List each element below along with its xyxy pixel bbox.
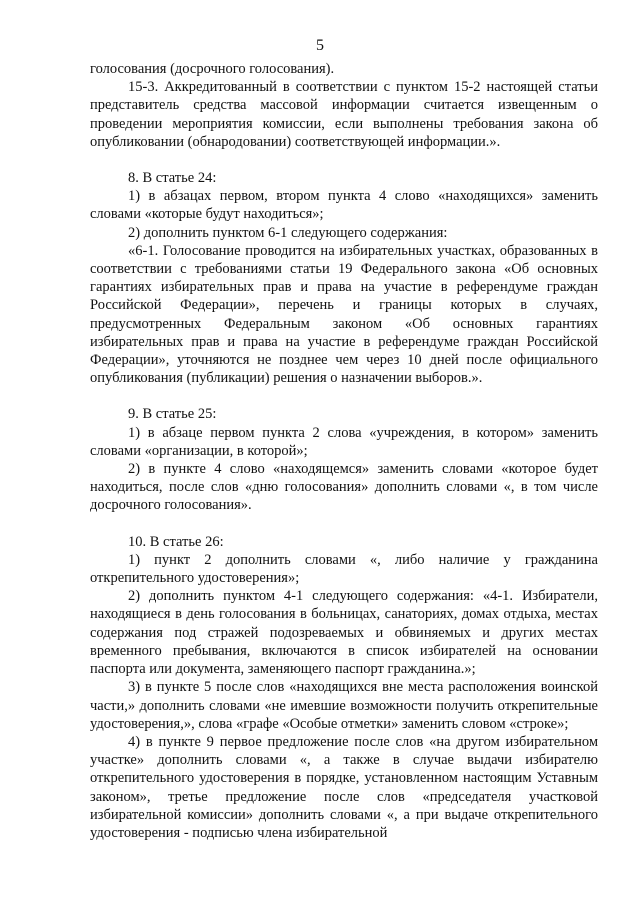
paragraph: 1) в абзацах первом, втором пункта 4 слово «находящихся» заменить словами «которые будут находиться»; [90,188,598,223]
paragraph: голосования (досрочного голосования). [90,61,335,77]
document-body [90,60,598,842]
paragraph: 1) пункт 2 дополнить словами «, либо наличие у гражданина открепительного удостоверения»; [90,551,598,587]
paragraph: 10. В статье 26: [128,533,224,550]
paragraph: 8. В статье 24: [128,170,217,187]
paragraph: 15-3. Аккредитованный в соответствии с пунктом 15-2 настоящей статьи представитель средства массовой информации считается извещенным о проведении мероприятия комиссии, если выполнены требования закона об опубликовании (обнародовании) соответствующей информации.». [90,79,598,150]
paragraph: 4) в пункте 9 первое предложение после слов «на другом избирательном участке» дополнить словами «, а также в случае выдачи избирателю открепительного удостоверения в порядке, установленном настоящим Уставным законом», третье предложение после слов «председателя участковой избирательной комиссии» дополнить словами «, а при выдаче открепительного удостоверения - подписью члена избирательной [90,733,598,841]
page-number: 5 [316,37,324,54]
paragraph: 9. В статье 25: [128,406,217,423]
paragraph: 2) в пункте 4 слово «находящемся» заменить словами «которое будет находиться, после слов «дню голосования» дополнить словами «, в том числе досрочного голосования». [90,461,598,514]
paragraph: 2) дополнить пунктом 6-1 следующего содержания: [128,224,448,241]
paragraph: 2) дополнить пунктом 4-1 следующего содержания: «4-1. Избиратели, находящиеся в день голосования в больницах, санаториях, домах отдыха, местах содержания под стражей подозреваемых и обвиняемых и других местах временного пребывания, включаются в список избирателей на основании паспорта или документа, заменяющего паспорт гражданина.»; [90,588,598,678]
paragraph: 1) в абзаце первом пункта 2 слова «учреждения, в котором» заменить словами «организации, в которой»; [90,424,598,459]
paragraph: 3) в пункте 5 после слов «находящихся вне места расположения воинской части,» дополнить словами «не имевшие возможности получить открепительные удостоверения,», слова «графе «Особые отметки» заменить словом «строке»; [90,679,598,732]
paragraph: «6-1. Голосование проводится на избирательных участках, образованных в соответствии с требованиями статьи 19 Федерального закона «Об основных гарантиях избирательных прав и права на участие в референдуме граждан Российской Федерации», перечень и границы которых в случаях, предусмотренных Федеральным законом «Об основных гарантиях избирательных прав и права на участие в референдуме граждан Российской Федерации», уточняются не позднее чем через 10 дней после официального опубликования (публикации) решения о назначении выборов.». [90,242,598,387]
